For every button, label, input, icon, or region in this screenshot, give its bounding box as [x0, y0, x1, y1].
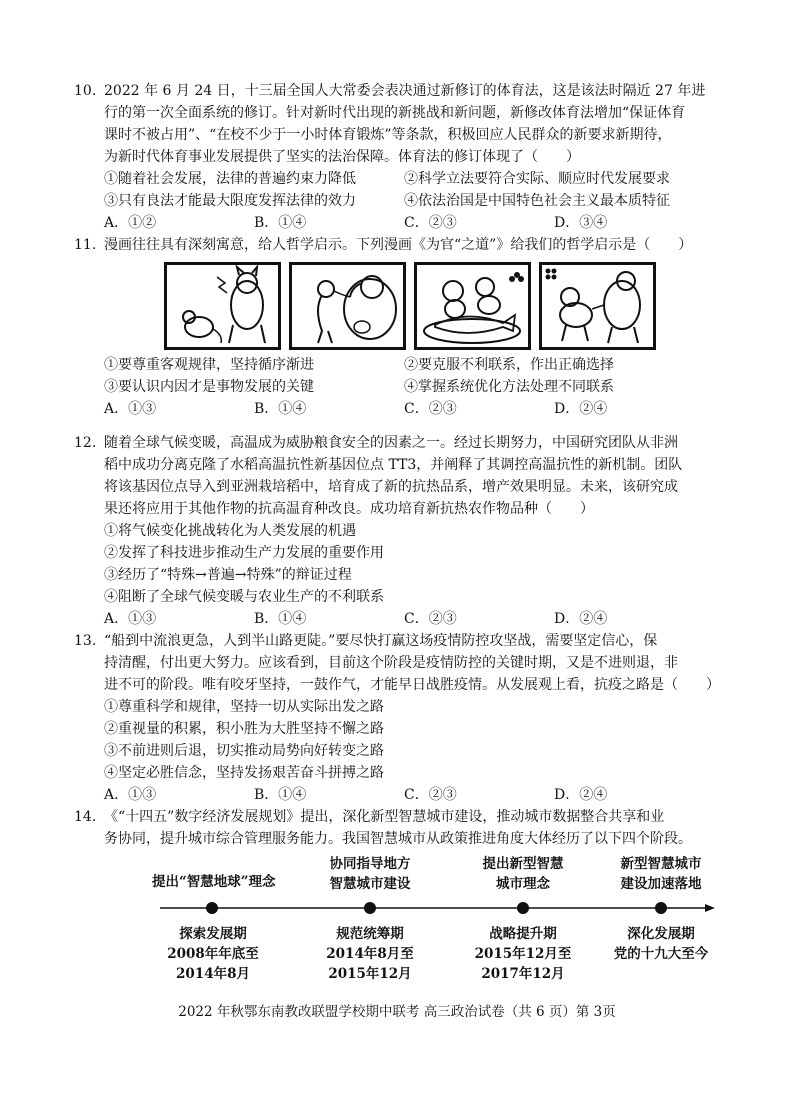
q12-choice-b: B．①④	[254, 611, 307, 627]
timeline-event-3: 提出新型智慧 城市理念	[482, 856, 564, 892]
timeline-period-4: 深化发展期 党的十九大至今	[613, 926, 709, 962]
q12-choice-c: C．②③	[404, 611, 457, 627]
q10-choice-c: C．②③	[404, 215, 457, 231]
q11-option-4: ④掌握系统优化方法处理不同联系	[404, 379, 614, 395]
q12-choice-d: D．②④	[554, 611, 608, 627]
q11-options-row-1	[104, 354, 768, 376]
q13-line-1: 13. “船到中流浪更急，人到半山路更陡。”要尽快打赢这场疫情防控攻坚战，需要坚定信心，保	[104, 630, 768, 652]
q11-option-3: ③要认识内因才是事物发展的关键	[104, 379, 314, 395]
timeline-period-1: 探索发展期 2008年年底至 2014年8月	[167, 926, 259, 982]
q10-option-2: ②科学立法要符合实际、顺应时代发展要求	[404, 171, 670, 187]
q11-choice-a: A．①③	[104, 401, 157, 417]
q10-option-3: ③只有良法才能最大限度发挥法律的效力	[104, 193, 356, 209]
q13-choices	[104, 784, 768, 806]
timeline-dot-2	[364, 902, 376, 914]
cartoon-panel-3	[414, 262, 531, 350]
q12-line-4: 果还将应用于其他作物的抗高温育种改良。成功培育新抗热农作物品种（ ）	[104, 501, 594, 517]
q10-choices	[104, 212, 768, 234]
q12-choice-a: A．①③	[104, 611, 157, 627]
q13-choice-c: C．②③	[404, 787, 457, 803]
q13-line-3: 进不可的阶段。唯有咬牙坚持，一鼓作气，才能早日战胜疫情。从发展观上看，抗疫之路是（ ）	[104, 677, 720, 693]
q11-choice-c: C．②③	[404, 401, 457, 417]
q12-line-1: 12. 随着全球气候变暖，高温成为威胁粮食安全的因素之一。经过长期努力，中国研究团队从非洲	[104, 432, 768, 454]
q11-options-row-2	[104, 376, 768, 398]
q13-line-2: 持清醒，付出更大努力。应该看到，目前这个阶段是疫情防控的关键时期，又是不进则退，非	[104, 655, 678, 671]
q14-line-1: 14. 《“十四五”数字经济发展规划》提出，深化新型智慧城市建设，推动城市数据整合共享和业	[104, 806, 768, 828]
timeline-period-3: 战略提升期 2015年12月至 2017年12月	[474, 926, 572, 982]
q12-line-3: 将该基因位点导入到亚洲栽培稻中，培育成了新的抗热品系，增产效果明显。未来，该研究成	[104, 479, 678, 495]
q11-number: 11.	[74, 237, 97, 253]
q13-option-1: ①尊重科学和规律，坚持一切从实际出发之路	[104, 699, 384, 715]
q10-options-row-2	[104, 190, 768, 212]
q11-stem: 11. 漫画往往具有深刻寓意，给人哲学启示。下列漫画《为官“之道”》给我们的哲学启示是（ ）	[104, 234, 768, 256]
timeline-event-4: 新型智慧城市 建设加速落地	[620, 856, 702, 892]
q14-line-2: 务协同，提升城市综合管理服务能力。我国智慧城市从政策推进角度大体经历了以下四个阶段。	[104, 831, 692, 847]
q13-choice-a: A．①③	[104, 787, 157, 803]
timeline-dot-4	[655, 902, 667, 914]
timeline-event-2: 协同指导地方 智慧城市建设	[329, 856, 411, 892]
q13-option-2: ②重视量的积累，积小胜为大胜坚持不懈之路	[104, 721, 384, 737]
q11-choice-b: B．①④	[254, 401, 307, 417]
q12-choices	[104, 608, 768, 630]
question-14	[74, 806, 768, 850]
q13-option-4: ④坚定必胜信念，坚持发扬艰苦奋斗拼搏之路	[104, 765, 384, 781]
q11-option-2: ②要克服不利联系，作出正确选择	[404, 357, 614, 373]
q14-number: 14.	[74, 809, 97, 825]
q10-choice-d: D．③④	[554, 215, 608, 231]
q13-number: 13.	[74, 633, 97, 649]
q11-choices	[104, 398, 768, 420]
cat-mouse-drawing-1	[167, 265, 278, 347]
cartoon-panel-2	[289, 262, 406, 350]
page-footer: 2022 年秋鄂东南教改联盟学校期中联考 高三政治试卷（共 6 页）第 3页	[178, 1004, 616, 1020]
cat-mouse-drawing-2	[292, 265, 403, 347]
q12-option-3: ③经历了“特殊→普遍→特殊”的辩证过程	[104, 567, 352, 583]
question-12	[74, 432, 768, 630]
question-13	[74, 630, 768, 806]
q13-choice-b: B．①④	[254, 787, 307, 803]
timeline-event-1: 提出“智慧地球”理念	[152, 874, 276, 890]
question-11	[74, 234, 768, 420]
q11-choice-d: D．②④	[554, 401, 608, 417]
q13-option-3: ③不前进则后退，切实推动局势向好转变之路	[104, 743, 384, 759]
q12-line-2: 稻中成功分离克隆了水稻高温抗性新基因位点 TT3，并阐释了其调控高温抗性的新机制。团队	[104, 457, 683, 473]
cartoon-strip	[164, 262, 768, 350]
q10-options-row-1	[104, 168, 768, 190]
q10-line-2: 行的第一次全面系统的修订。针对新时代出现的新挑战和新问题，新修改体育法增加“保证体育	[104, 105, 686, 121]
smart-city-timeline	[150, 850, 720, 990]
cartoon-panel-4	[539, 262, 656, 350]
timeline-period-2: 规范统筹期 2014年8月至 2015年12月	[326, 926, 414, 982]
q10-number: 10.	[74, 83, 97, 99]
cartoon-panel-1	[164, 262, 281, 350]
cat-mouse-drawing-4	[542, 265, 653, 347]
question-10	[74, 80, 768, 234]
q10-line-3: 课时不被占用”、“在校不少于一小时体育锻炼”等条款，积极回应人民群众的新要求新期待，	[104, 127, 672, 143]
q10-option-1: ①随着社会发展，法律的普遍约束力降低	[104, 171, 356, 187]
q10-option-4: ④依法治国是中国特色社会主义最本质特征	[404, 193, 670, 209]
q12-option-1: ①将气候变化挑战转化为人类发展的机遇	[104, 523, 356, 539]
q12-option-4: ④阻断了全球气候变暖与农业生产的不利联系	[104, 589, 384, 605]
q10-line-1: 10. 2022 年 6 月 24 日，十三届全国人大常委会表决通过新修订的体育法，这是该法时隔近 27 年进	[104, 80, 768, 102]
q10-choice-a: A．①②	[104, 215, 157, 231]
q11-option-1: ①要尊重客观规律，坚持循序渐进	[104, 357, 314, 373]
q10-line-4: 为新时代体育事业发展提供了坚实的法治保障。体育法的修订体现了（ ）	[104, 149, 580, 165]
cat-fish-plate-drawing	[417, 265, 528, 347]
timeline-dot-3	[517, 902, 529, 914]
q12-number: 12.	[74, 435, 97, 451]
q10-choice-b: B．①④	[254, 215, 307, 231]
q13-choice-d: D．②④	[554, 787, 608, 803]
q12-option-2: ②发挥了科技进步推动生产力发展的重要作用	[104, 545, 384, 561]
timeline-dot-1	[206, 902, 218, 914]
